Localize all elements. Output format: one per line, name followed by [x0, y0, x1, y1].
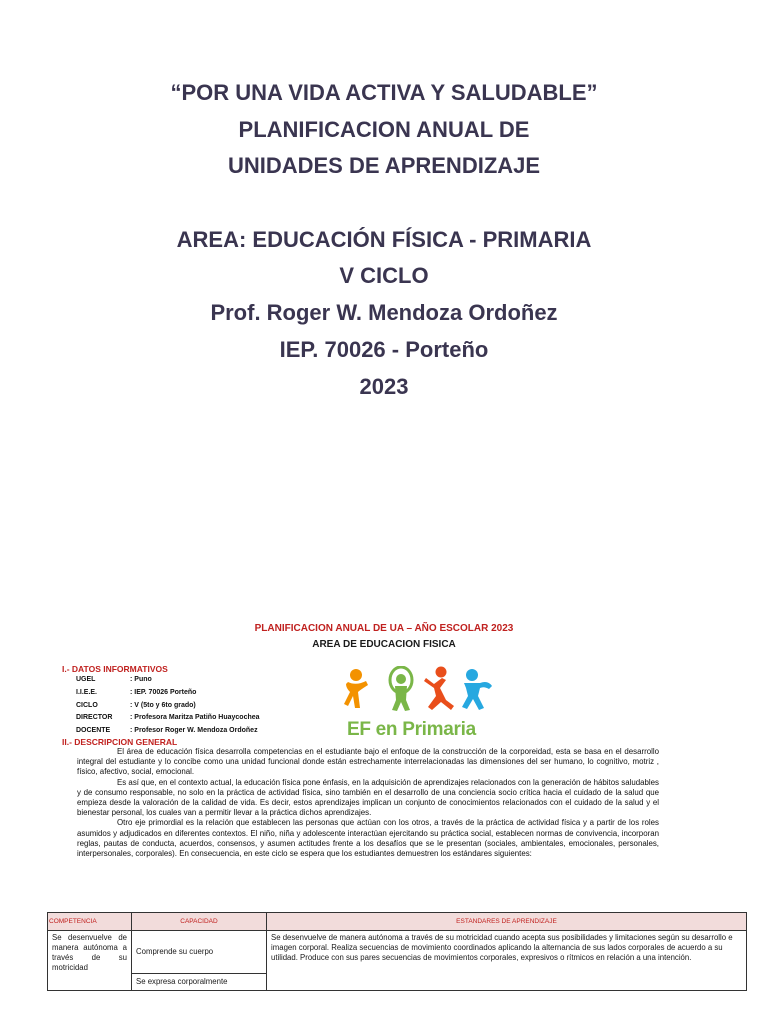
datos-value: : IEP. 70026 Porteño — [130, 689, 197, 696]
cover-school: IEP. 70026 - Porteño — [279, 337, 489, 362]
datos-row-ciclo — [76, 702, 196, 709]
capacidad-item-2: Se expresa corporalmente — [136, 977, 228, 986]
header-estandares: ESTANDARES DE APRENDIZAJE — [267, 913, 747, 931]
table-header-row — [48, 913, 747, 931]
cover-year: 2023 — [359, 374, 409, 399]
datos-label: DIRECTOR — [76, 714, 113, 721]
capacidad-item-1: Comprende su cuerpo — [132, 931, 266, 974]
datos-label: DOCENTE — [76, 727, 111, 734]
datos-heading: I.- DATOS INFORMATIVOS — [62, 664, 168, 674]
datos-row-docente — [76, 727, 258, 734]
cover-title-line1: PLANIFICACION ANUAL DE — [238, 117, 530, 142]
datos-label: CICLO — [76, 702, 98, 709]
datos-row-iiee — [76, 689, 196, 696]
header-capacidad: CAPACIDAD — [132, 913, 267, 931]
standards-table — [47, 912, 747, 991]
cover-title-line2: UNIDADES DE APRENDIZAJE — [227, 153, 541, 178]
descripcion-paragraph-3: Otro eje primordial es la relación que establecen las personas que actúan con los otros, a través de la práctica de actividad física y a partir de los roles asumidos y adjudicados en diferentes contextos. El niño, niña y adolescente interactúan ejercitando su práctica social, establecen normas de convivencia, incorporan reglas, pautas de conducta, acuerdos, consensos, y asumen actitudes frente a los desafíos que se le presentan (sociales, ambientales, emocionales, personales, interpersonales, corporales). En consecuencia, en este ciclo se espera que los estudiantes demuestren los estándares siguientes: — [77, 818, 659, 859]
datos-label: I.I.E.E. — [76, 689, 98, 696]
cover-ciclo: V CICLO — [339, 263, 429, 288]
plan-title: PLANIFICACION ANUAL DE UA – AÑO ESCOLAR 2023 — [254, 623, 514, 634]
descripcion-paragraph-2: Es así que, en el contexto actual, la educación física pone énfasis, en la adquisición de aprendizajes relacionados con la generación de hábitos saludables y de consumo responsable, no solo en la práctica de actividad física, sino también en el desarrollo de una conciencia socio crítica hacia el cuidado de la salud que empieza desde la valoración de la calidad de vida. Es decir, estos aprendizajes implican un conjunto de conocimientos relacionados con el cuidado de la salud y el bienestar personal, los cuales van a permitir llevar a la práctica dichos aprendizajes. — [77, 777, 659, 818]
plan-subtitle: AREA DE EDUCACION FISICA — [312, 639, 456, 650]
competencia-cell: Se desenvuelve de manera autónoma a través de su motricidad — [48, 931, 132, 991]
ef-logo-text: EF en Primaria — [347, 719, 476, 740]
datos-value: : Profesor Roger W. Mendoza Ordoñez — [130, 727, 258, 734]
descripcion-heading: II.- DESCRIPCION GENERAL — [62, 737, 178, 747]
datos-value: : Profesora Maritza Patiño Huaycochea — [130, 714, 260, 721]
capacidad-cell — [132, 931, 267, 991]
cover-area: AREA: EDUCACIÓN FÍSICA - PRIMARIA — [176, 227, 592, 252]
datos-row-director — [76, 714, 260, 721]
datos-value: : Puno — [130, 676, 152, 683]
datos-row-ugel — [76, 676, 152, 683]
table-row — [48, 931, 747, 991]
header-competencia: COMPETENCIA — [48, 913, 132, 931]
datos-value: : V (5to y 6to grado) — [130, 702, 196, 709]
cover-teacher: Prof. Roger W. Mendoza Ordoñez — [210, 300, 558, 325]
datos-label: UGEL — [76, 676, 96, 683]
cover-motto: “POR UNA VIDA ACTIVA Y SALUDABLE” — [170, 80, 598, 105]
descripcion-body — [77, 747, 659, 859]
descripcion-paragraph-1: El área de educación física desarrolla competencias en el estudiante bajo el enfoque de la construcción de la corporeidad, esta se basa en el desarrollo integral del estudiante y lo concibe como una unidad funcional donde están estrechamente interrelacionadas las dimensiones del ser humano, lo cognitivo, motriz , físico, afectivo, social, emocional. — [77, 747, 659, 777]
estandar-cell: Se desenvuelve de manera autónoma a través de su motricidad cuando acepta sus posibilidades y limitaciones según su desarrollo e imagen corporal. Realiza secuencias de movimiento coordinados aplicando la alternancia de sus lados corporales de acuerdo a su utilidad. Produce con sus pares secuencias de movimientos corporales, expresivos o rítmicos en relación a una intención. — [267, 931, 747, 991]
